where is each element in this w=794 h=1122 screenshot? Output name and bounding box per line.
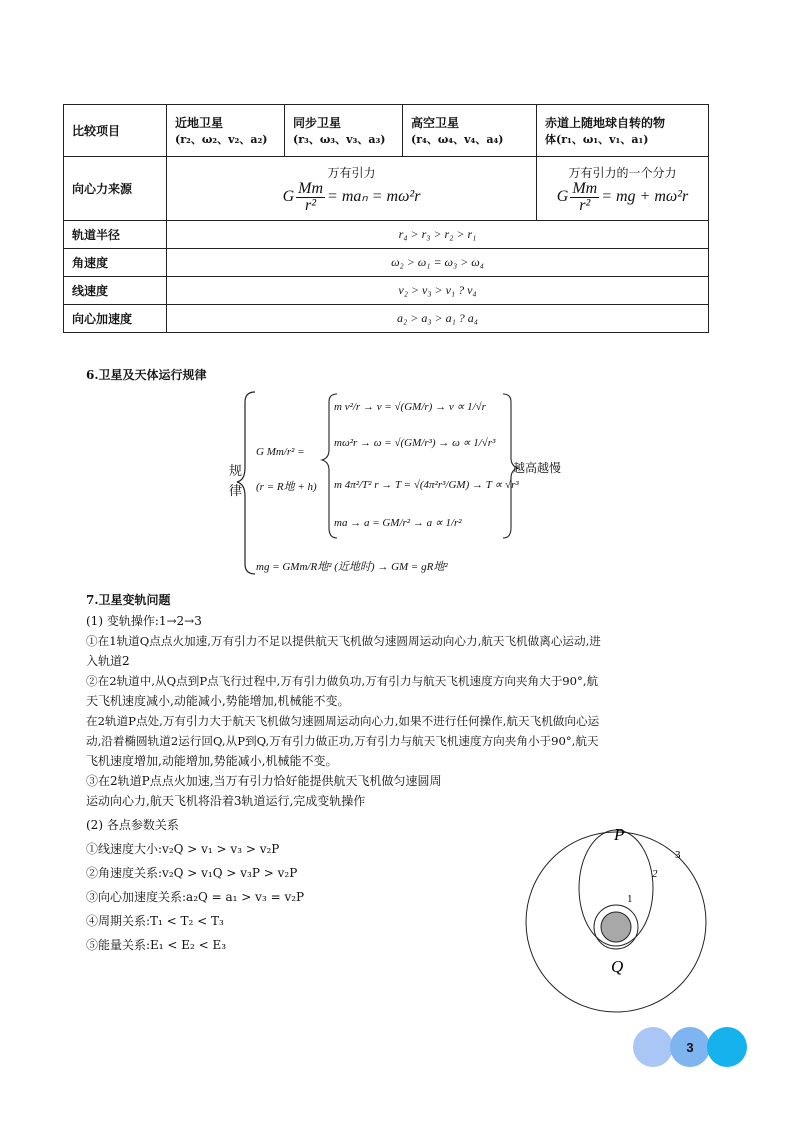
- fraction: $\frac{Mm}{\text{r²}}$: [572, 179, 598, 214]
- text-line: ⑤能量关系:E₁ < E₂ < E₃: [86, 938, 227, 952]
- row-value: r₄ > r₃ > r₂ > r₁: [167, 221, 709, 249]
- period-law: m 4π²/T² r → T = √(4π²r³/GM) → T ∝ √r³: [334, 479, 519, 491]
- header-cell: [537, 105, 709, 157]
- table-header-row: [64, 105, 709, 157]
- section6-title: 6.卫星及天体运行规律: [86, 368, 207, 382]
- source-right-cell: [537, 157, 709, 221]
- table-row: [64, 305, 709, 333]
- label-p: P: [614, 825, 625, 844]
- table-row: [64, 221, 709, 249]
- radius-definition: (r = R地 + h): [256, 481, 317, 493]
- header-cell: [64, 105, 167, 157]
- text-line: ①在1轨道Q点点火加速,万有引力不足以提供航天飞机做匀速圆周运动向心力,航天飞机做离心运动,进: [86, 634, 601, 648]
- source-left-formula: G $\frac{Mm}{\text{r²}}$ = maₙ = mω²r: [282, 179, 421, 214]
- fraction: $\frac{Mm}{\text{r²}}$: [298, 179, 324, 214]
- acceleration-law: ma → a = GM/r² → a ∝ 1/r²: [334, 517, 462, 529]
- text-line: (1) 变轨操作:1→2→3: [86, 614, 202, 628]
- header-cell: [167, 105, 285, 157]
- label-orbit-3: 3: [675, 849, 681, 861]
- header-label: 高空卫星: [411, 116, 460, 130]
- row-label: 向心力来源: [64, 157, 167, 221]
- rule-label: 规 律: [229, 464, 243, 499]
- page-circle-1: [633, 1027, 673, 1067]
- source-right-title: 万有引力的一个分力: [568, 165, 677, 180]
- page-number: 3: [686, 1039, 694, 1055]
- orbit-diagram: [510, 820, 726, 1020]
- text-line: 飞机速度增加,动能增加,势能减小,机械能不变。: [86, 754, 338, 768]
- header-sub: (r₄、ω₄、v₄、a₄): [411, 133, 504, 146]
- row-label: 向心加速度: [64, 305, 167, 333]
- comparison-table: [63, 104, 709, 333]
- source-right-formula: G $\frac{Mm}{\text{r²}}$ = mg + mω²r: [556, 179, 689, 214]
- earth: [601, 912, 631, 942]
- text-line: 运动向心力,航天飞机将沿着3轨道运行,完成变轨操作: [86, 794, 366, 808]
- text-line: ②角速度关系:v₂Q > v₁Q > v₃P > v₂P: [86, 866, 298, 880]
- header-label: 同步卫星: [293, 116, 342, 130]
- header-cell: [403, 105, 537, 157]
- text-line: 动,沿着椭圆轨道2运行回Q,从P到Q,万有引力做正功,万有引力与航天飞机速度方向夹角小于90°,航天: [86, 734, 599, 748]
- row-label: 线速度: [64, 277, 167, 305]
- source-left-cell: [167, 157, 537, 221]
- text-line: (2) 各点参数关系: [86, 818, 179, 832]
- mg-formula: mg = GMm/R地² (近地时) → GM = gR地²: [256, 561, 448, 573]
- header-sub: 体(r₁、ω₁、v₁、a₁): [545, 133, 649, 146]
- text-line: ①线速度大小:v₂Q > v₁ > v₃ > v₂P: [86, 842, 280, 856]
- header-label: 近地卫星: [175, 116, 224, 130]
- row-value: a₂ > a₃ > a₁ ? a₄: [167, 305, 709, 333]
- label-orbit-1: 1: [627, 893, 633, 905]
- text-line: ②在2轨道中,从Q点到P点飞行过程中,万有引力做负功,万有引力与航天飞机速度方向夹角大于90°,航: [86, 674, 599, 688]
- table-row: [64, 249, 709, 277]
- angular-velocity-law: mω²r → ω = √(GM/r³) → ω ∝ 1/√r³: [334, 437, 496, 449]
- g-symbol: G: [282, 187, 295, 205]
- text-line: ③向心加速度关系:a₂Q = a₁ > v₃ = v₂P: [86, 890, 305, 904]
- header-label: 赤道上随地球自转的物: [545, 116, 666, 130]
- header-label: 比较项目: [72, 124, 121, 138]
- text-line: 在2轨道P点处,万有引力大于航天飞机做匀速圆周运动向心力,如果不进行任何操作,航天飞机做向心运: [86, 714, 600, 728]
- header-sub: (r₃、ω₃、v₃、a₃): [293, 133, 386, 146]
- row-label: 角速度: [64, 249, 167, 277]
- label-q: Q: [611, 957, 624, 976]
- grav-formula: G Mm/r² =: [256, 446, 305, 458]
- table-row: [64, 277, 709, 305]
- text-line: 天飞机速度减小,动能减小,势能增加,机械能不变。: [86, 694, 350, 708]
- velocity-law: m v²/r → v = √(GM/r) → v ∝ 1/√r: [334, 401, 486, 413]
- header-cell: [285, 105, 403, 157]
- label-orbit-2: 2: [652, 868, 658, 880]
- page-circle-2: [670, 1027, 710, 1067]
- header-sub: (r₂、ω₂、v₂、a₂): [175, 133, 268, 146]
- row-value: ω₂ > ω₁ = ω₃ > ω₄: [167, 249, 709, 277]
- row-value: v₂ > v₃ > v₁ ? v₄: [167, 277, 709, 305]
- source-left-title: 万有引力: [327, 165, 376, 180]
- text-line: 入轨道2: [86, 654, 130, 668]
- text-line: ④周期关系:T₁ < T₂ < T₃: [86, 914, 224, 928]
- row-label: 轨道半径: [64, 221, 167, 249]
- page-circle-3: [707, 1027, 747, 1067]
- trend-label: 越高越慢: [513, 461, 562, 475]
- table-row-source: [64, 157, 709, 221]
- section7-title: 7.卫星变轨问题: [86, 593, 171, 607]
- text-line: ③在2轨道P点点火加速,当万有引力恰好能提供航天飞机做匀速圆周: [86, 774, 442, 788]
